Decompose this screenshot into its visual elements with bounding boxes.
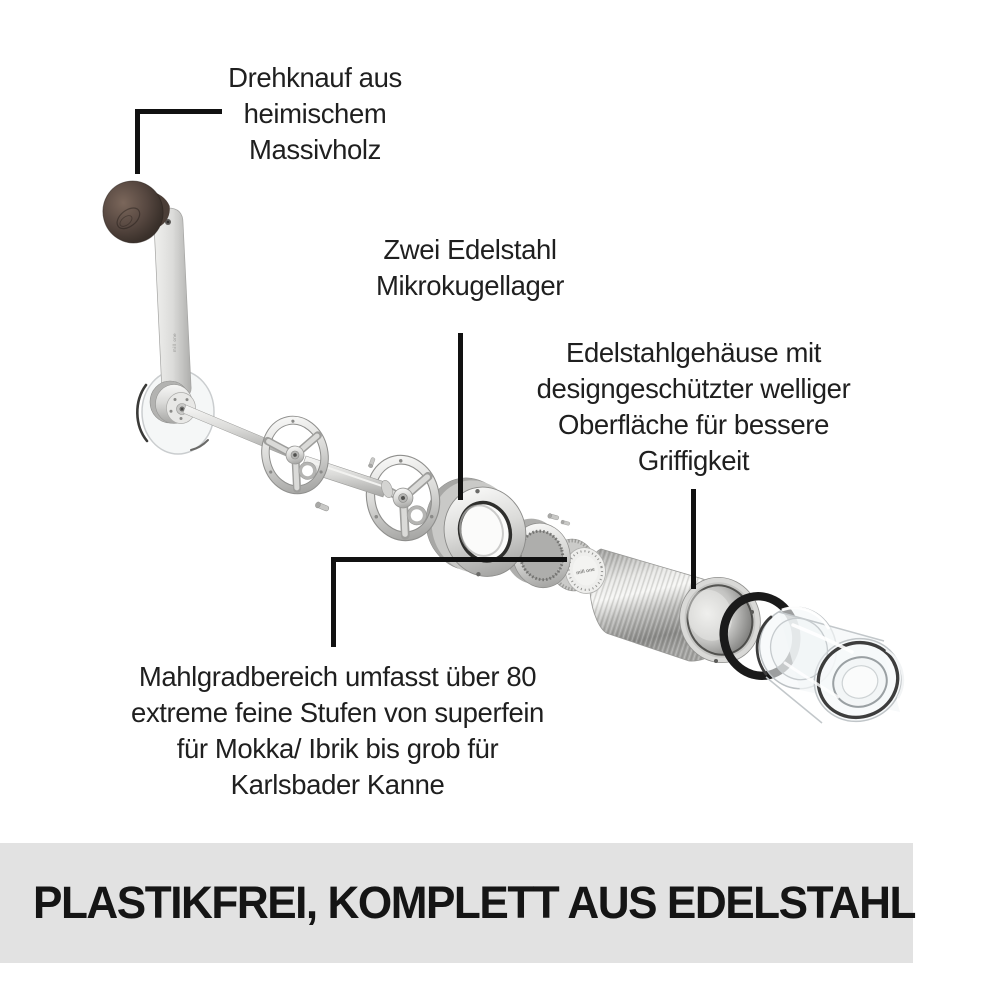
label-line: Drehknauf aus: [228, 62, 402, 93]
leader-line-housing: [691, 489, 696, 589]
label-line: designgeschützter welliger: [536, 373, 851, 404]
label-wood-knob: [165, 60, 465, 168]
label-steel-housing: [521, 335, 866, 479]
label-line: Edelstahlgehäuse mit: [566, 337, 821, 368]
label-line: Mahlgradbereich umfasst über 80: [138, 661, 537, 692]
adjustment-screw-small: [561, 520, 571, 526]
glass-jar: [748, 596, 913, 733]
label-line: Oberfläche für bessere: [558, 409, 829, 440]
banner-headline: PLASTIKFREI, KOMPLETT AUS EDELSTAHL: [33, 877, 915, 928]
label-line: extreme feine Stufen von superfein: [131, 697, 544, 728]
leader-line-grind-range: [331, 557, 567, 647]
label-ball-bearings: [320, 232, 620, 304]
label-line: Karlsbader Kanne: [230, 769, 445, 800]
label-line: heimischem: [243, 98, 387, 129]
label-line: Zwei Edelstahl: [383, 234, 557, 265]
label-line: Massivholz: [248, 134, 381, 165]
floating-screw: [315, 501, 330, 512]
label-line: Griffigkeit: [637, 445, 750, 476]
bottom-banner: [0, 843, 913, 963]
dial-engraving: mill one: [575, 566, 596, 577]
label-grind-range: [100, 659, 575, 803]
crank-arm: [154, 208, 191, 399]
ribbed-housing: [590, 549, 773, 674]
shaft-pin: [368, 457, 376, 468]
spoke-wheel-1: [255, 410, 336, 500]
leader-line-bearings: [458, 333, 463, 500]
crank-engraving: mill one: [172, 332, 177, 352]
label-line: für Mokka/ Ibrik bis grob für: [176, 733, 499, 764]
adjustment-screw: [547, 513, 559, 521]
label-line: Mikrokugellager: [375, 270, 565, 301]
